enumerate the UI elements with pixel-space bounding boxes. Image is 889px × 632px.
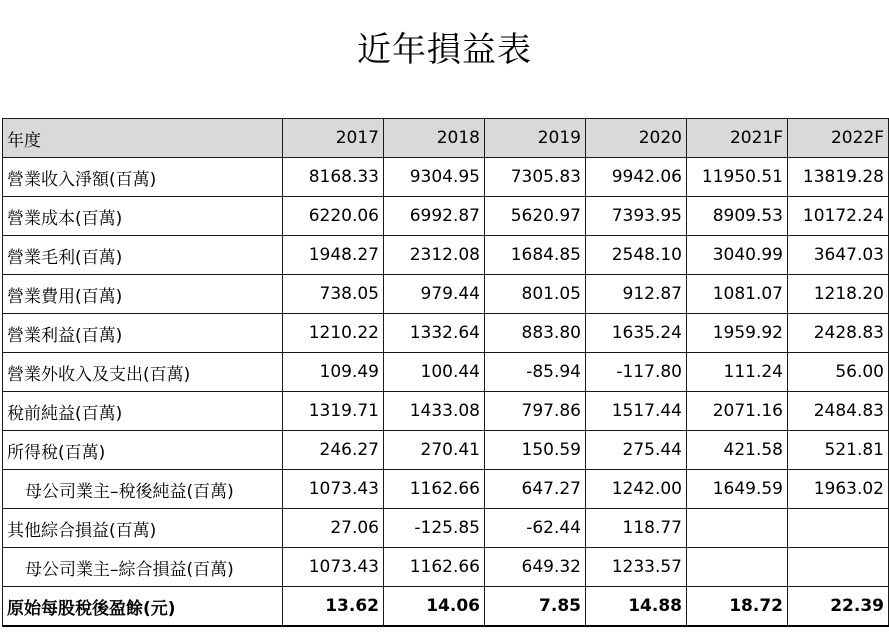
- table-cell: 246.27: [283, 431, 384, 470]
- table-cell: 56.00: [788, 353, 889, 392]
- table-row: [3, 236, 889, 275]
- table-cell: 2548.10: [586, 236, 687, 275]
- table-cell: 10172.24: [788, 197, 889, 236]
- table-row: [3, 548, 889, 587]
- income-statement-table: [2, 118, 889, 627]
- table-cell: 797.86: [485, 392, 586, 431]
- page-title: 近年損益表: [357, 30, 532, 70]
- table-cell: 5620.97: [485, 197, 586, 236]
- table-cell: -85.94: [485, 353, 586, 392]
- table-cell: 18.72: [687, 587, 788, 627]
- header-year: 2017: [283, 119, 384, 158]
- table-cell: -62.44: [485, 509, 586, 548]
- table-cell: 649.32: [485, 548, 586, 587]
- table-cell: 270.41: [384, 431, 485, 470]
- table-cell: 2428.83: [788, 314, 889, 353]
- table-cell: 1233.57: [586, 548, 687, 587]
- table-cell: 2484.83: [788, 392, 889, 431]
- row-label: 其他綜合損益(百萬): [3, 509, 283, 548]
- table-cell: 13819.28: [788, 158, 889, 197]
- table-cell: 1073.43: [283, 470, 384, 509]
- table-cell: 6220.06: [283, 197, 384, 236]
- row-label: 營業成本(百萬): [3, 197, 283, 236]
- header-label: 年度: [3, 119, 283, 158]
- table-cell: 9942.06: [586, 158, 687, 197]
- table-cell: 647.27: [485, 470, 586, 509]
- row-label: 母公司業主–稅後純益(百萬): [3, 470, 283, 509]
- row-label: 營業毛利(百萬): [3, 236, 283, 275]
- table-cell: 1433.08: [384, 392, 485, 431]
- table-cell: [687, 548, 788, 587]
- table-cell: 8909.53: [687, 197, 788, 236]
- table-cell: 1242.00: [586, 470, 687, 509]
- table-row: [3, 470, 889, 509]
- table-cell: 275.44: [586, 431, 687, 470]
- table-cell: 1959.92: [687, 314, 788, 353]
- table-cell: -117.80: [586, 353, 687, 392]
- table-cell: 22.39: [788, 587, 889, 627]
- table-cell: 2071.16: [687, 392, 788, 431]
- table-row: [3, 275, 889, 314]
- table-cell: 1210.22: [283, 314, 384, 353]
- table-cell: 979.44: [384, 275, 485, 314]
- table-row: [3, 314, 889, 353]
- table-cell: 1684.85: [485, 236, 586, 275]
- table-cell: 100.44: [384, 353, 485, 392]
- row-label: 營業收入淨額(百萬): [3, 158, 283, 197]
- table-cell: -125.85: [384, 509, 485, 548]
- table-cell: 1319.71: [283, 392, 384, 431]
- table-cell: 738.05: [283, 275, 384, 314]
- table-cell: 1332.64: [384, 314, 485, 353]
- table-row: [3, 392, 889, 431]
- table-cell: 1948.27: [283, 236, 384, 275]
- row-label: 營業外收入及支出(百萬): [3, 353, 283, 392]
- table-cell: 1649.59: [687, 470, 788, 509]
- table-cell: 1162.66: [384, 470, 485, 509]
- table-cell: 3647.03: [788, 236, 889, 275]
- table-cell: 14.88: [586, 587, 687, 627]
- table-cell: 109.49: [283, 353, 384, 392]
- table-cell: 3040.99: [687, 236, 788, 275]
- row-label: 稅前純益(百萬): [3, 392, 283, 431]
- table-row: [3, 197, 889, 236]
- table-cell: 13.62: [283, 587, 384, 627]
- table-row: [3, 158, 889, 197]
- table-cell: 1218.20: [788, 275, 889, 314]
- table-cell: [788, 548, 889, 587]
- table-cell: 1081.07: [687, 275, 788, 314]
- table-cell: 7393.95: [586, 197, 687, 236]
- table-cell: 150.59: [485, 431, 586, 470]
- table-row: [3, 353, 889, 392]
- row-label: 原始每股稅後盈餘(元): [3, 587, 283, 627]
- table-cell: 111.24: [687, 353, 788, 392]
- row-label: 營業利益(百萬): [3, 314, 283, 353]
- table-cell: 2312.08: [384, 236, 485, 275]
- header-year: 2019: [485, 119, 586, 158]
- table-cell: 1517.44: [586, 392, 687, 431]
- header-year: 2018: [384, 119, 485, 158]
- table-cell: 521.81: [788, 431, 889, 470]
- header-year: 2020: [586, 119, 687, 158]
- table-cell: 1162.66: [384, 548, 485, 587]
- table-cell: [687, 509, 788, 548]
- table-row: [3, 509, 889, 548]
- table-row: [3, 587, 889, 627]
- header-year: 2021F: [687, 119, 788, 158]
- table-cell: 912.87: [586, 275, 687, 314]
- table-cell: 1963.02: [788, 470, 889, 509]
- table-cell: 1073.43: [283, 548, 384, 587]
- table-cell: 6992.87: [384, 197, 485, 236]
- row-label: 營業費用(百萬): [3, 275, 283, 314]
- row-label: 母公司業主–綜合損益(百萬): [3, 548, 283, 587]
- header-row: [3, 119, 889, 158]
- table-cell: 8168.33: [283, 158, 384, 197]
- table-cell: 801.05: [485, 275, 586, 314]
- table-cell: 421.58: [687, 431, 788, 470]
- table-cell: 1635.24: [586, 314, 687, 353]
- table-cell: [788, 509, 889, 548]
- table-cell: 7.85: [485, 587, 586, 627]
- table-cell: 9304.95: [384, 158, 485, 197]
- table-cell: 7305.83: [485, 158, 586, 197]
- table-cell: 14.06: [384, 587, 485, 627]
- table-cell: 883.80: [485, 314, 586, 353]
- header-year: 2022F: [788, 119, 889, 158]
- table-cell: 118.77: [586, 509, 687, 548]
- table-row: [3, 431, 889, 470]
- table-cell: 27.06: [283, 509, 384, 548]
- row-label: 所得稅(百萬): [3, 431, 283, 470]
- table-cell: 11950.51: [687, 158, 788, 197]
